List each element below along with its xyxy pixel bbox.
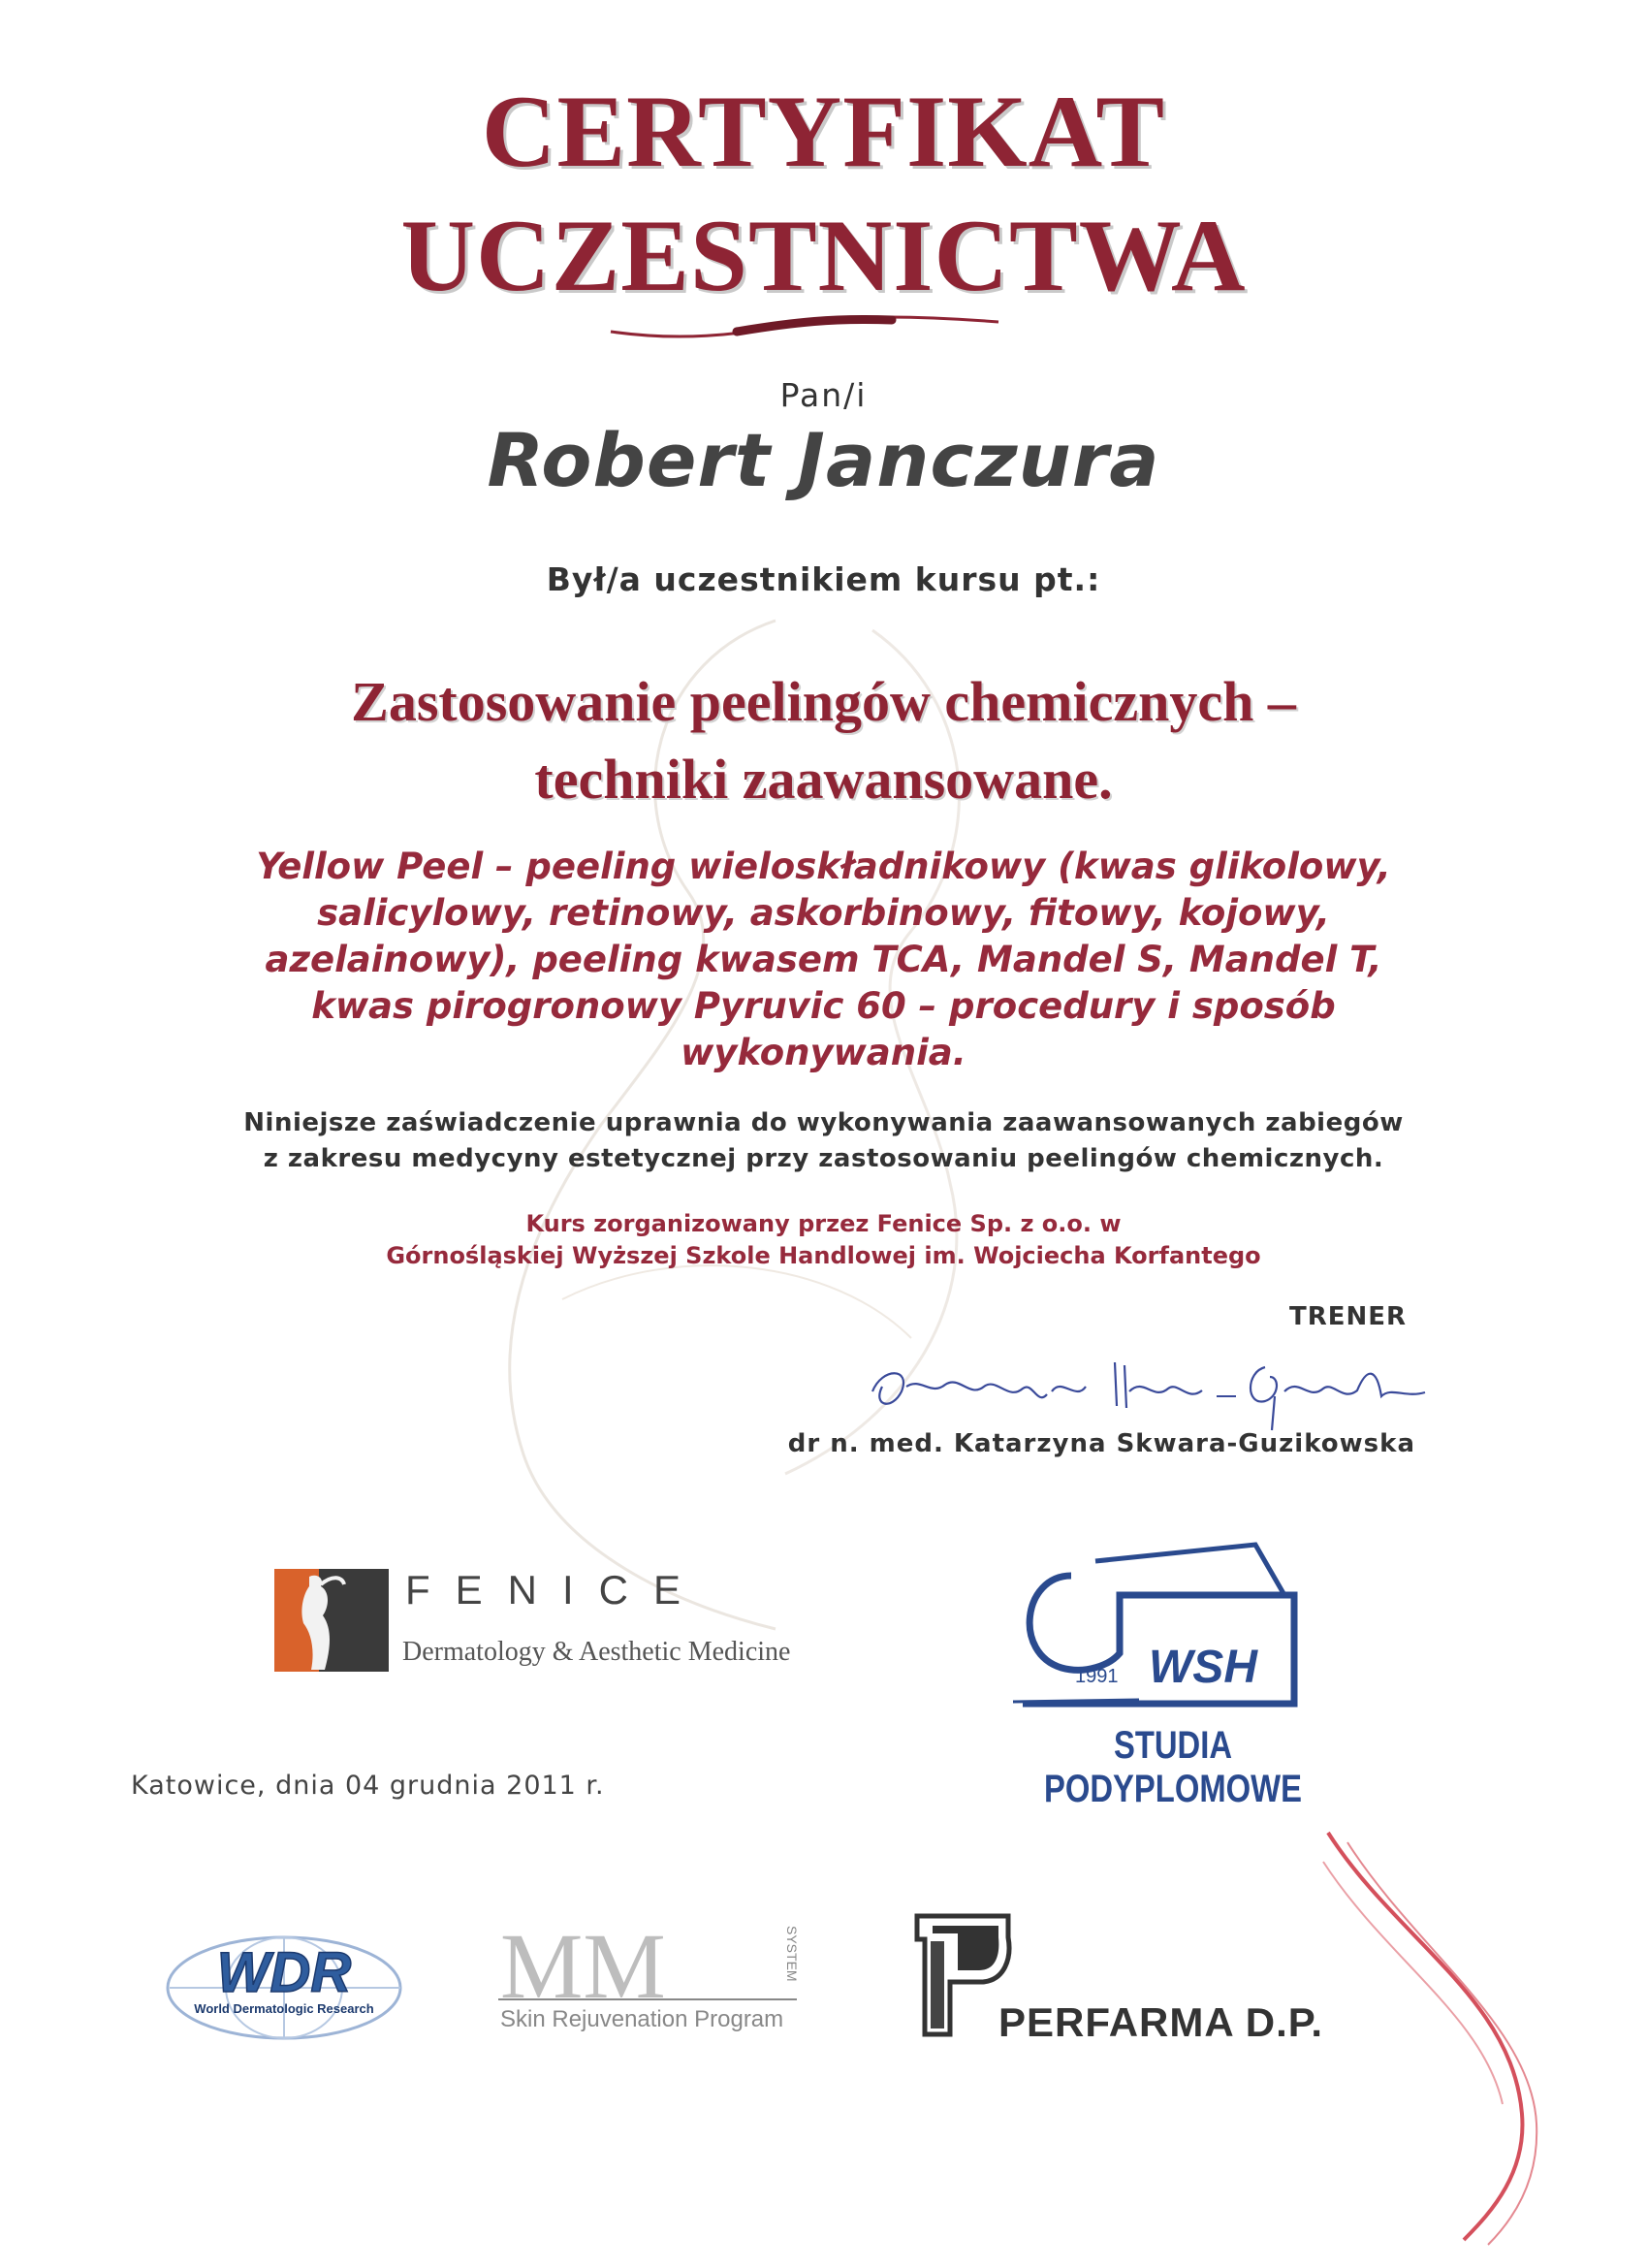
certification-line: z zakresu medycyny estetycznej przy zastosowaniu peelingów chemicznych. [263,1144,1384,1173]
wsh-emblem [1003,1537,1299,1711]
organizer-line: Górnośląskiej Wyższej Szkole Handlowej im. Wojciecha Korfantego [386,1242,1261,1269]
perfarma-name: PERFARMA D.P. [998,1999,1324,2045]
certification-line: Niniejsze zaświadczenie uprawnia do wykonywania zaawansowanych zabiegów [243,1108,1404,1137]
signature-text: Katarzyna Skwara-Guzikowska [853,1338,869,1339]
trainer-label: TRENER [1289,1302,1408,1331]
description-line: azelainowy), peeling kwasem TCA, Mandel S, Mandel T, [265,939,1382,980]
fenice-name: FENICE [405,1567,707,1613]
certificate-title-line2: UCZESTNICTWA [400,199,1247,312]
fenice-figure-icon [274,1569,389,1672]
organizer-line: Kurs zorganizowany przez Fenice Sp. z o.o. w [525,1210,1122,1237]
wsh-name: WSH [1149,1642,1257,1693]
participant-name: Robert Janczura [487,417,1160,503]
title-flourish [601,303,1008,345]
description-line: wykonywania. [681,1032,966,1073]
mm-vertical: SYSTEM [784,1926,800,1982]
certificate-title-line1: CERTYFIKAT [481,75,1166,188]
description-line: Yellow Peel – peeling wieloskładnikowy (kwas glikolowy, [256,846,1391,887]
salutation: Pan/i [779,376,868,414]
fenice-tagline: Dermatology & Aesthetic Medicine [402,1637,791,1667]
mm-name: MM [500,1922,666,2009]
course-title-line2: techniki zaawansowane. [534,748,1113,811]
description-line: salicylowy, retinowy, askorbinowy, fitowy, kojowy, [317,892,1330,934]
participation-text: Był/a uczestnikiem kursu pt.: [546,560,1101,598]
wsh-year: 1991 [1075,1666,1119,1687]
wdr-full: World Dermatologic Research [194,2001,374,2016]
wsh-subtitle: STUDIA PODYPLOMOWE [1043,1724,1303,1810]
mm-logo [496,1922,807,2009]
trainer-name: dr n. med. Katarzyna Skwara-Guzikowska [787,1429,1415,1458]
wdr-logo [160,1930,412,2046]
place-date: Katowice, dnia 04 grudnia 2011 r. [131,1771,605,1801]
course-title-line1: Zastosowanie peelingów chemicznych – [351,670,1296,733]
wdr-name: WDR [216,1941,352,2004]
trainer-signature [853,1338,1435,1435]
mm-tagline: Skin Rejuvenation Program [500,2006,784,2032]
red-swirl-decoration [1318,1823,1609,2250]
description-line: kwas pirogronowy Pyruvic 60 – procedury i sposób [311,985,1336,1027]
